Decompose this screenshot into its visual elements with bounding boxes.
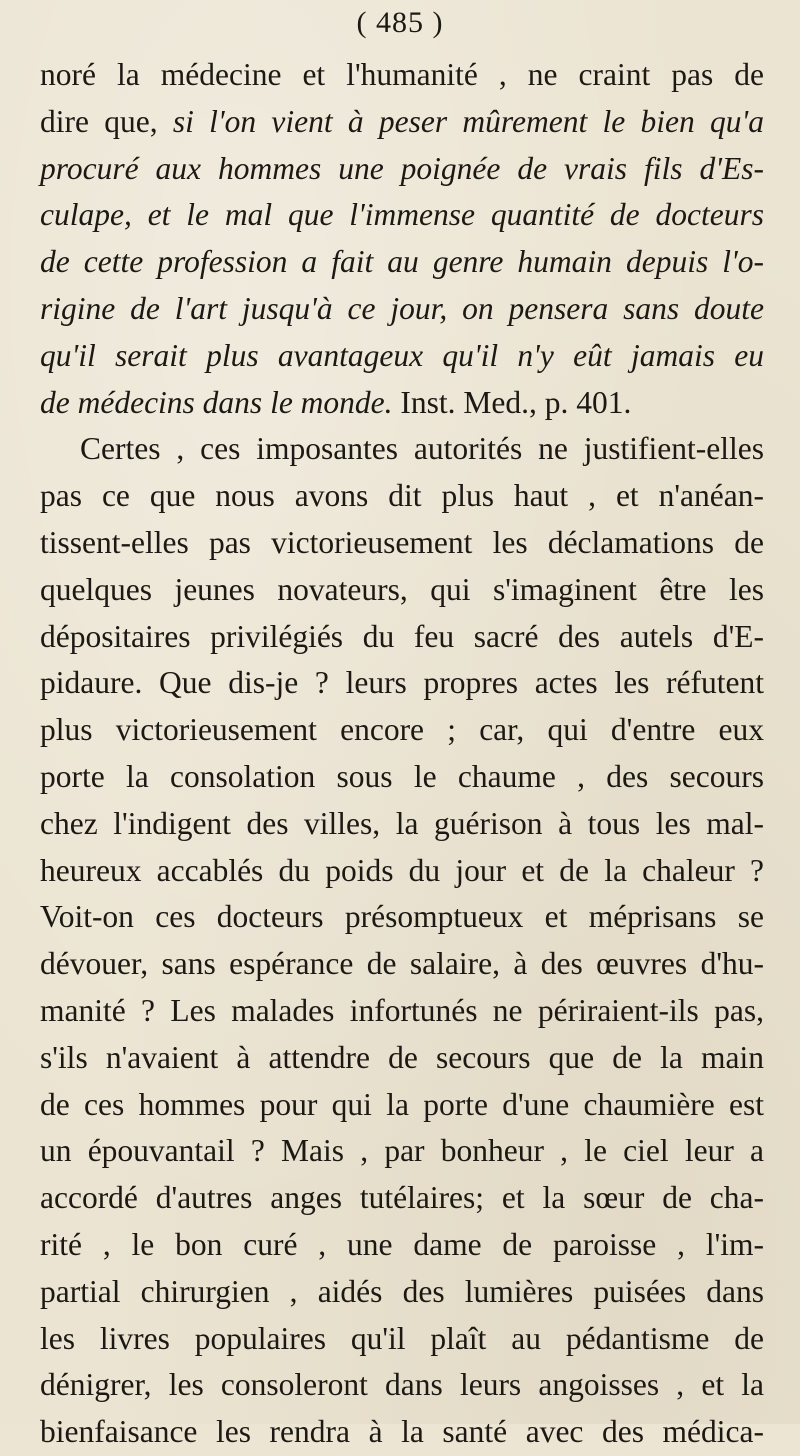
text-line [40, 894, 764, 941]
text-line [40, 426, 764, 473]
text-line [40, 239, 764, 286]
text-line [40, 146, 764, 193]
text-line [40, 1035, 764, 1082]
page-number: ( 485 ) [356, 6, 444, 39]
text-segment: un épouvantail ? Mais , par bonheur , le ciel leur a [40, 1133, 764, 1169]
text-line [40, 473, 764, 520]
text-line [40, 567, 764, 614]
text-segment: dire que, [40, 103, 173, 139]
italic-text-segment: procuré aux hommes une poignée de vrais fils d'Es- [40, 150, 764, 186]
text-line [40, 707, 764, 754]
text-segment: dénigrer, les consoleront dans leurs angoisses , et la [40, 1367, 764, 1403]
text-line [40, 988, 764, 1035]
text-segment: dépositaires privilégiés du feu sacré des autels d'E- [40, 618, 764, 654]
italic-text-segment: de cette profession a fait au genre humain depuis l'o- [40, 244, 764, 280]
text-segment: dévouer, sans espérance de salaire, à des œuvres d'hu- [40, 946, 764, 982]
text-line [40, 941, 764, 988]
text-line [40, 192, 764, 239]
text-segment: Inst. Med., p. 401. [392, 384, 632, 420]
text-line [40, 1316, 764, 1363]
text-line [40, 286, 764, 333]
text-line [40, 520, 764, 567]
text-line [40, 614, 764, 661]
text-segment: plus victorieusement encore ; car, qui d'entre eux [40, 712, 764, 748]
text-segment: Voit-on ces docteurs présomptueux et méprisans se [40, 899, 764, 935]
text-segment: partial chirurgien , aidés des lumières puisées dans [40, 1273, 764, 1309]
text-line [40, 1409, 764, 1456]
italic-text-segment: si l'on vient à peser mûrement le bien qu'a [172, 103, 764, 139]
text-line [40, 801, 764, 848]
text-line [40, 99, 764, 146]
text-line [40, 1082, 764, 1129]
text-segment: accordé d'autres anges tutélaires; et la sœur de cha- [40, 1180, 764, 1216]
text-line [40, 333, 764, 380]
text-line [40, 52, 764, 99]
text-segment: de ces hommes pour qui la porte d'une chaumière est [40, 1086, 764, 1122]
text-line [40, 1128, 764, 1175]
text-segment: pidaure. Que dis-je ? leurs propres actes les réfutent [40, 665, 764, 701]
text-segment: noré la médecine et l'humanité , ne craint pas de [40, 57, 764, 92]
text-line [40, 1269, 764, 1316]
text-segment: quelques jeunes novateurs, qui s'imaginent être les [40, 571, 764, 607]
italic-text-segment: qu'il serait plus avantageux qu'il n'y eût jamais eu [40, 337, 764, 373]
text-line [40, 1222, 764, 1269]
text-line [40, 848, 764, 895]
italic-text-segment: de médecins dans le monde. [40, 384, 393, 420]
text-segment: s'ils n'avaient à attendre de secours que de la main [40, 1039, 764, 1075]
text-segment: porte la consolation sous le chaume , des secours [40, 758, 764, 794]
text-line [40, 754, 764, 801]
italic-text-segment: culape, et le mal que l'immense quantité de docteurs [40, 197, 764, 233]
text-line [40, 1362, 764, 1409]
body-text [40, 52, 764, 1456]
text-segment: heureux accablés du poids du jour et de la chaleur ? [40, 852, 764, 888]
text-segment: rité , le bon curé , une dame de paroisse , l'im- [40, 1226, 764, 1262]
text-segment: bienfaisance les rendra à la santé avec des médica- [40, 1414, 764, 1450]
text-segment: tissent-elles pas victorieusement les déclamations de [40, 524, 764, 560]
text-segment: manité ? Les malades infortunés ne périraient-ils pas, [40, 992, 764, 1028]
text-segment: chez l'indigent des villes, la guérison à tous les mal- [40, 805, 764, 841]
text-segment: les livres populaires qu'il plaît au pédantisme de [40, 1320, 764, 1356]
text-line [40, 660, 764, 707]
text-line [40, 380, 764, 427]
text-segment: pas ce que nous avons dit plus haut , et n'anéan- [40, 478, 764, 514]
italic-text-segment: rigine de l'art jusqu'à ce jour, on pensera sans doute [40, 290, 764, 326]
text-segment: Certes , ces imposantes autorités ne justifient-elles [80, 431, 764, 467]
text-line [40, 1175, 764, 1222]
